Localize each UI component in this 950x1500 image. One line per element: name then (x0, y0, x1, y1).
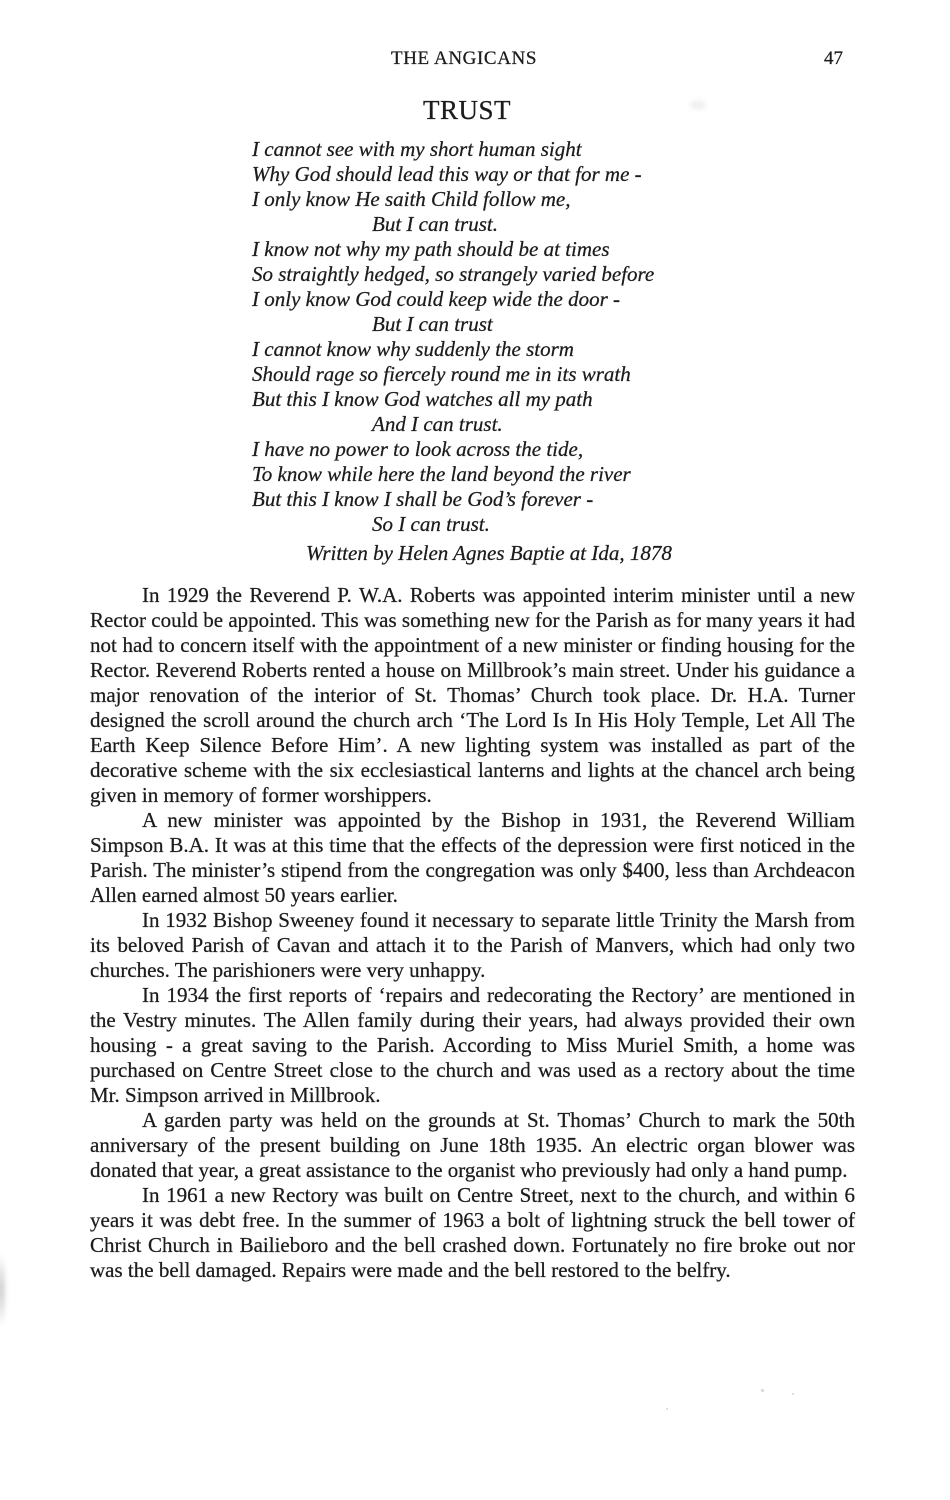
body-paragraph: A new minister was appointed by the Bishop in 1931, the Reverend William Simpson B.A. It was at this time that the effects of the depression were first noticed in the Parish. The minister’s stipend from the congregation was only $400, less than Archdeacon Allen earned almost 50 years earlier. (90, 808, 855, 907)
poem-line: Should rage so fiercely round me in its wrath (252, 362, 631, 386)
body-paragraph: In 1929 the Reverend P. W.A. Roberts was appointed interim minister until a new Rector could be appointed. This was something new for the Parish as for many years it had not had to concern itself with the appointment of a new minister or finding housing for the Rector. Reverend Roberts rented a house on Millbrook’s main street. Under his guidance a major renovation of the interior of St. Thomas’ Church took place. Dr. H.A. Turner designed the scroll around the church arch ‘The Lord Is In His Holy Temple, Let All The Earth Keep Silence Before Him’. A new lighting system was installed as part of the decorative scheme with the six ecclesiastical lanterns and lights at the chancel arch being given in memory of former worshippers. (90, 583, 855, 807)
poem-line: I know not why my path should be at times (252, 237, 610, 261)
paper-speck (761, 1389, 764, 1392)
poem-title: TRUST (422, 95, 511, 125)
poem-line: To know while here the land beyond the river (252, 462, 631, 486)
page-number: 47 (824, 48, 843, 69)
poem-line: I cannot know why suddenly the storm (252, 337, 574, 361)
poem-line: So straightly hedged, so strangely varied before (252, 262, 655, 286)
body-paragraph: In 1934 the first reports of ‘repairs and redecorating the Rectory’ are mentioned in the Vestry minutes. The Allen family during their years, had always provided their own housing - a great saving to the Parish. According to Miss Muriel Smith, a home was purchased on Centre Street close to the church and was used as a rectory about the time Mr. Simpson arrived in Millbrook. (90, 983, 855, 1107)
scan-edge-artifact (0, 1242, 9, 1338)
running-header (0, 48, 950, 72)
poem-line: But this I know God watches all my path (252, 387, 593, 411)
poem-line: And I can trust. (372, 412, 503, 436)
paper-speck (792, 1393, 794, 1395)
poem-line: But I can trust. (372, 212, 498, 236)
body-paragraph: In 1932 Bishop Sweeney found it necessary to separate little Trinity the Marsh from its beloved Parish of Cavan and attach it to the Parish of Manvers, which had only two churches. The parishioners were very unhappy. (90, 908, 855, 982)
poem-line: I only know He saith Child follow me, (252, 187, 571, 211)
poem-line: Why God should lead this way or that for me - (252, 162, 642, 186)
scan-smudge (690, 100, 706, 110)
poem-line: But I can trust (372, 312, 493, 336)
poem (252, 137, 654, 537)
poem-attribution: Written by Helen Agnes Baptie at Ida, 1878 (306, 541, 672, 565)
poem-line: I only know God could keep wide the door - (252, 287, 620, 311)
running-header-title: THE ANGICANS (391, 48, 538, 69)
poem-line: I have no power to look across the tide, (252, 437, 584, 461)
body-paragraph: In 1961 a new Rectory was built on Centre Street, next to the church, and within 6 years it was debt free. In the summer of 1963 a bolt of lightning struck the bell tower of Christ Church in Bailieboro and the bell crashed down. Fortunately no fire broke out nor was the bell damaged. Repairs were made and the bell restored to the belfry. (90, 1183, 855, 1282)
body-text (90, 583, 855, 1283)
poem-line: But this I know I shall be God’s forever - (252, 487, 594, 511)
body-paragraph: A garden party was held on the grounds at St. Thomas’ Church to mark the 50th anniversary of the present building on June 18th 1935. An electric organ blower was donated that year, a great assistance to the organist who previously had only a hand pump. (90, 1108, 855, 1182)
paper-speck (666, 1408, 668, 1410)
poem-line: I cannot see with my short human sight (252, 137, 582, 161)
poem-line: So I can trust. (372, 512, 490, 536)
